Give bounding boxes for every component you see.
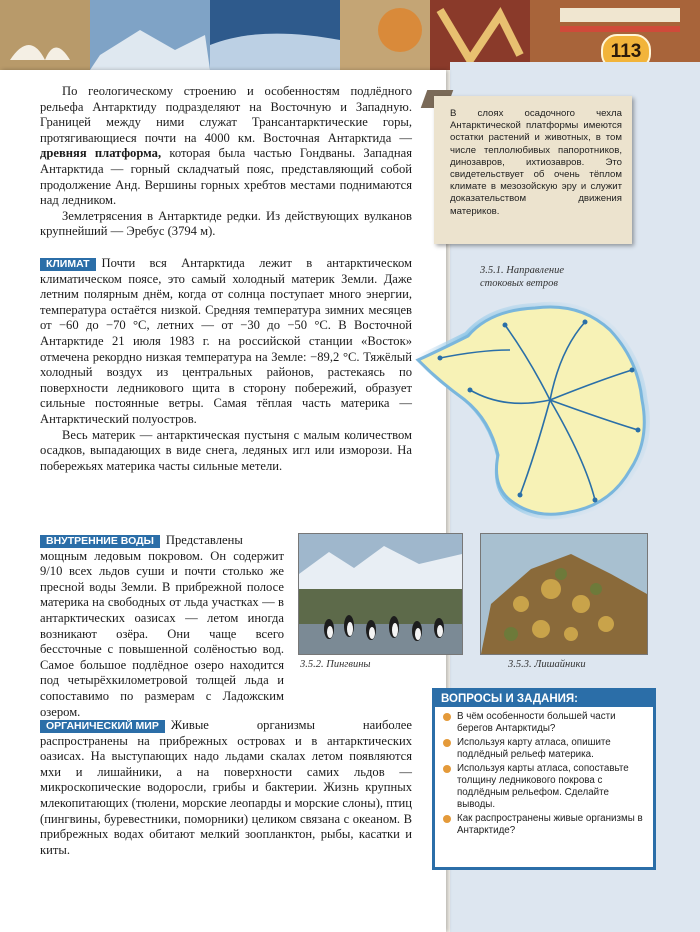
fact-note-text: В слоях осадочного чехла Антарктической платформы имеются остатки растений и животных, в том числе теплолюбивых папоротников, динозавров, ихтиозавров. Это свидетельствует об очень тёплом климате в мезозойскую эру и служит доказательством движения материков. <box>450 108 622 217</box>
questions-title: ВОПРОСЫ И ЗАДАНИЯ: <box>435 691 653 707</box>
waters-paragraph: Представлены мощным ледовым покровом. Он содержит 9/10 всех льдов суши и почти столько же пресной воды Земли. В прибрежной полосе материка на свободных от льда участках — в антарктических оазисах — летом иногда возникают озёра. Они чаще всего бессточные с повышенной солёностью вод. Самое большое подлёдное озеро находится под четырёхкилометровой толщей льда и сопоставимо по размерам с Ладожским озером. <box>40 533 284 719</box>
question-item: Используя карту атласа, опишите подлёдный рельеф материка. <box>435 736 653 762</box>
earthquakes-paragraph: Землетрясения в Антарктиде редки. Из действующих вулканов крупнейший — Эребус (3794 м). <box>40 208 412 239</box>
banner-collage <box>0 0 700 70</box>
question-item: Как распространены живые организмы в Антарктиде? <box>435 812 653 838</box>
page-number: 113 <box>601 34 651 70</box>
question-item: Используя карты атласа, сопоставьте толщину ледникового покрова с подлёдным рельефом. Сделайте выводы. <box>435 762 653 812</box>
organic-world-heading: ОРГАНИЧЕСКИЙ МИР <box>40 720 165 733</box>
term-ancient-platform: древняя платформа, <box>40 146 162 161</box>
inland-waters-heading: ВНУТРЕННИЕ ВОДЫ <box>40 535 160 548</box>
waters-block <box>40 533 284 720</box>
map-caption: 3.5.1. Направление стоковых ветров <box>480 265 565 289</box>
organic-paragraph: Живые организмы наиболее распространены на прибрежных островах и в антарктических оазисах. На выступающих надо льдами скалах летом появляются мхи и лишайники, а на поверхности самих льдов — микроскопические водоросли, грибы и бактерии. Жизнь крупных млекопитающих (тюлени, морские леопарды и морские слоны), птиц (пингвины, буревестники, поморники) целиком связана с океаном. В прибрежных водах обитают мелкий зоопланктон, рыбы, касатки и киты. <box>40 718 412 857</box>
climate-heading: КЛИМАТ <box>40 258 96 271</box>
questions-box <box>432 688 656 870</box>
organic-block <box>40 718 412 858</box>
header-banner-photos <box>0 0 700 70</box>
intro-block <box>40 84 412 240</box>
penguins-photo <box>298 533 463 655</box>
penguins-caption: 3.5.2. Пингвины <box>300 659 371 670</box>
desert-paragraph: Весь материк — антарктическая пустыня с малым количеством осадков, выпадающих в виде снега, ледяных игл или изморози. На побережьях материка часты сильные метели. <box>40 427 412 473</box>
intro-paragraph: По геологическому строению и особенностям подлёдного рельефа Антарктиду подразделяют на Восточную и Западную. Границей между ними служат Трансантарктические горы, протягивающиеся почти на 4000 км. Восточная Антарктида — древняя платформа, которая была частью Гондваны. Западная Антарктида — горный складчатый пояс, представляющий собой продолжение Анд. Вершины горных хребтов местами поднимаются над ледником. <box>40 84 413 208</box>
climate-block <box>40 256 412 474</box>
question-item: В чём особенности большей части берегов Антарктиды? <box>435 710 653 736</box>
fact-note <box>434 96 632 244</box>
lichens-photo <box>480 533 648 655</box>
lichens-caption: 3.5.3. Лишайники <box>508 659 586 670</box>
antarctica-landmass <box>418 307 644 514</box>
climate-paragraph: Почти вся Антарктида лежит в антарктическом климатическом поясе, это самый холодный материк Земли. Даже летним полярным днём, когда от солнца поступает много энергии, температура остаётся низкой. Средняя температура зимних месяцев от −60 до −70 °С, летних — от −30 до −50 °С. В Восточной Антарктиде 21 июля 1983 г. на российской станции «Восток» отмечена рекордно низкая температура на Земле: −89,2 °С. Тяжёлый холодный воздух из центральных районов, растекаясь по поверхности ледникового щита в сторону побережий, образует сильные постоянные ветры. Самая тёплая часть материка — Антарктический полуостров. <box>40 256 412 426</box>
antarctica-winds-map <box>410 290 660 530</box>
